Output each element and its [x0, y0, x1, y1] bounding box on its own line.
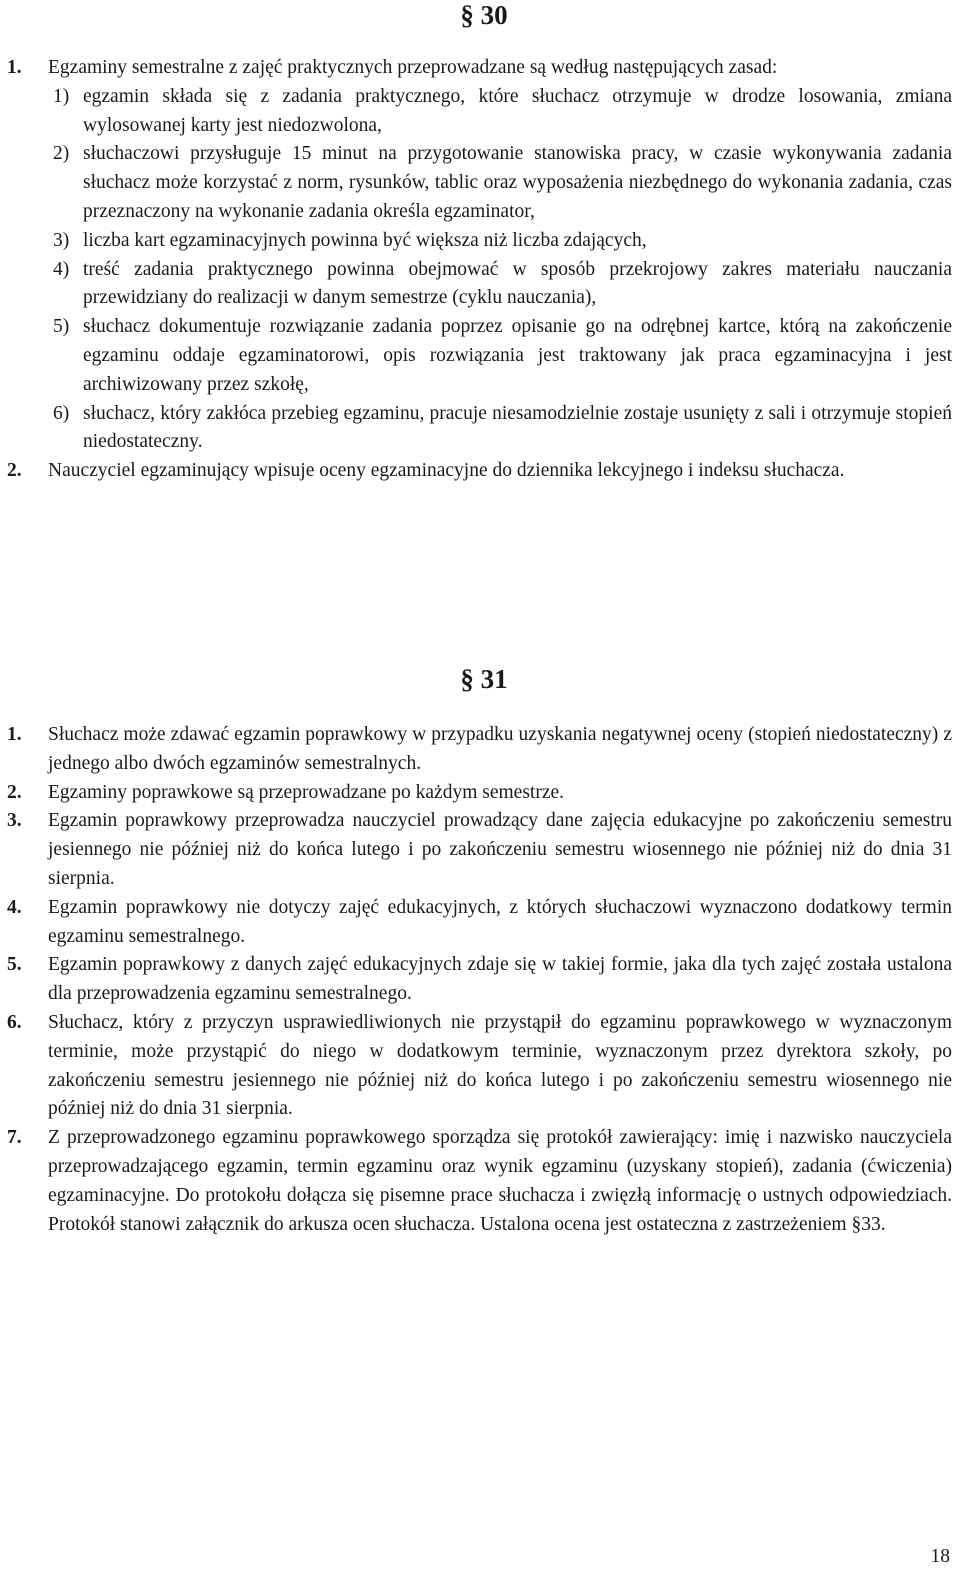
subitem-number: 3) [53, 229, 70, 251]
item-number: 7. [7, 1127, 22, 1149]
subitem-3 [7, 227, 952, 256]
subitem-text: słuchacz dokumentuje rozwiązanie zadania poprzez opisanie go na odrębnej kartce, którą na zakończenie egzaminu oddaje egzaminatorowi, opis rozwiązania jest traktowany jak praca egzaminacyjna i jest archiwizowany przez szkołę, [83, 316, 952, 395]
subitem-text: liczba kart egzaminacyjnych powinna być większa niż liczba zdających, [83, 229, 647, 251]
subitem-6 [7, 400, 952, 458]
item-text: Egzamin poprawkowy nie dotyczy zajęć edukacyjnych, z których słuchaczowi wyznaczono dodatkowy termin egzaminu semestralnego. [48, 896, 952, 947]
page-number: 18 [930, 1546, 950, 1567]
subitem-number: 1) [53, 85, 70, 107]
section-31-item-2 [7, 779, 952, 808]
subitem-text: egzamin składa się z zadania praktycznego, które słuchacz otrzymuje w drodze losowania, zmiana wylosowanej karty jest niedozwolona, [83, 85, 952, 136]
item-text: Słuchacz może zdawać egzamin poprawkowy w przypadku uzyskania negatywnej oceny (stopień niedostateczny) z jednego albo dwóch egzaminów semestralnych. [48, 724, 952, 774]
subitem-text: słuchacz, który zakłóca przebieg egzaminu, pracuje niesamodzielnie zostaje usunięty z sali i otrzymuje stopień niedostateczny. [83, 402, 952, 453]
section-30-item-1 [7, 54, 952, 83]
section-31-item-4 [7, 894, 952, 952]
item-text: Egzaminy semestralne z zajęć praktycznych przeprowadzane są według następujących zasad: [48, 57, 778, 78]
item-text: Egzamin poprawkowy przeprowadza nauczyciel prowadzący dane zajęcia edukacyjne po zakończeniu semestru jesiennego nie później niż do końca lutego i po zakończeniu semestru wiosennego nie później niż do dnia 31 sierpnia. [48, 810, 952, 889]
item-text: Egzaminy poprawkowe są przeprowadzane po każdym semestrze. [48, 781, 564, 803]
subitem-5 [7, 313, 952, 399]
subitem-number: 6) [53, 402, 70, 424]
subitem-number: 2) [53, 143, 70, 165]
subitem-text: słuchaczowi przysługuje 15 minut na przygotowanie stanowiska pracy, w czasie wykonywania zadania słuchacz może korzystać z norm, rysunków, tablic oraz wyposażenia niezbędnego do wykonania zadania, czas przeznaczony na wykonanie zadania określa egzaminator, [83, 143, 952, 222]
item-number: 6. [7, 1011, 22, 1033]
section-31-item-3 [7, 807, 952, 893]
subitem-2 [7, 140, 952, 226]
subitem-number: 5) [53, 316, 70, 338]
section-31-item-1 [7, 721, 952, 779]
item-number: 5. [7, 954, 22, 976]
item-text: Z przeprowadzonego egzaminu poprawkowego sporządza się protokół zawierający: imię i nazwisko nauczyciela przeprowadzającego egzamin, termin egzaminu oraz wynik egzaminu (uzyskany stopień), zadania (ćwiczenia) egzaminacyjne. Do protokołu dołącza się pisemne prace słuchacza i zwięzłą informację o ustnych odpowiedziach. Protokół stanowi załącznik do arkusza ocen słuchacza. Ustalona ocena jest ostateczna z zastrzeżeniem §33. [48, 1127, 952, 1235]
section-31-item-6 [7, 1009, 952, 1124]
item-text: Nauczyciel egzaminujący wpisuje oceny egzaminacyjne do dziennika lekcyjnego i indeksu słuchacza. [48, 460, 845, 482]
section-31-item-7 [7, 1124, 952, 1239]
item-number: 3. [7, 810, 22, 832]
item-number: 2. [7, 781, 22, 803]
section-30-item-2 [7, 457, 952, 486]
section-heading-31: § 31 [460, 664, 508, 694]
item-text: Egzamin poprawkowy z danych zajęć edukacyjnych zdaje się w takiej formie, jaka dla tych zajęć została ustalona dla przeprowadzenia egzaminu semestralnego. [48, 954, 952, 1005]
section-30-body [7, 54, 952, 486]
subitem-number: 4) [53, 258, 70, 280]
item-number: 4. [7, 896, 22, 918]
section-31-item-5 [7, 951, 952, 1009]
section-31-body [7, 721, 952, 1239]
item-number: 2. [7, 460, 22, 482]
item-number: 1. [7, 57, 22, 78]
subitem-text: treść zadania praktycznego powinna obejmować w sposób przekrojowy zakres materiału nauczania przewidziany do realizacji w danym semestrze (cyklu nauczania), [83, 258, 952, 309]
subitem-1 [7, 83, 952, 141]
subitem-4 [7, 256, 952, 314]
item-text: Słuchacz, który z przyczyn usprawiedliwionych nie przystąpił do egzaminu poprawkowego w wyznaczonym terminie, może przystąpić do niego w dodatkowym terminie, wyznaczonym przez dyrektora szkoły, po zakończeniu semestru jesiennego nie później niż do końca lutego i po zakończeniu semestru wiosennego nie później niż do dnia 31 sierpnia. [48, 1011, 952, 1120]
section-heading-30: § 30 [460, 0, 508, 30]
item-number: 1. [7, 724, 22, 745]
